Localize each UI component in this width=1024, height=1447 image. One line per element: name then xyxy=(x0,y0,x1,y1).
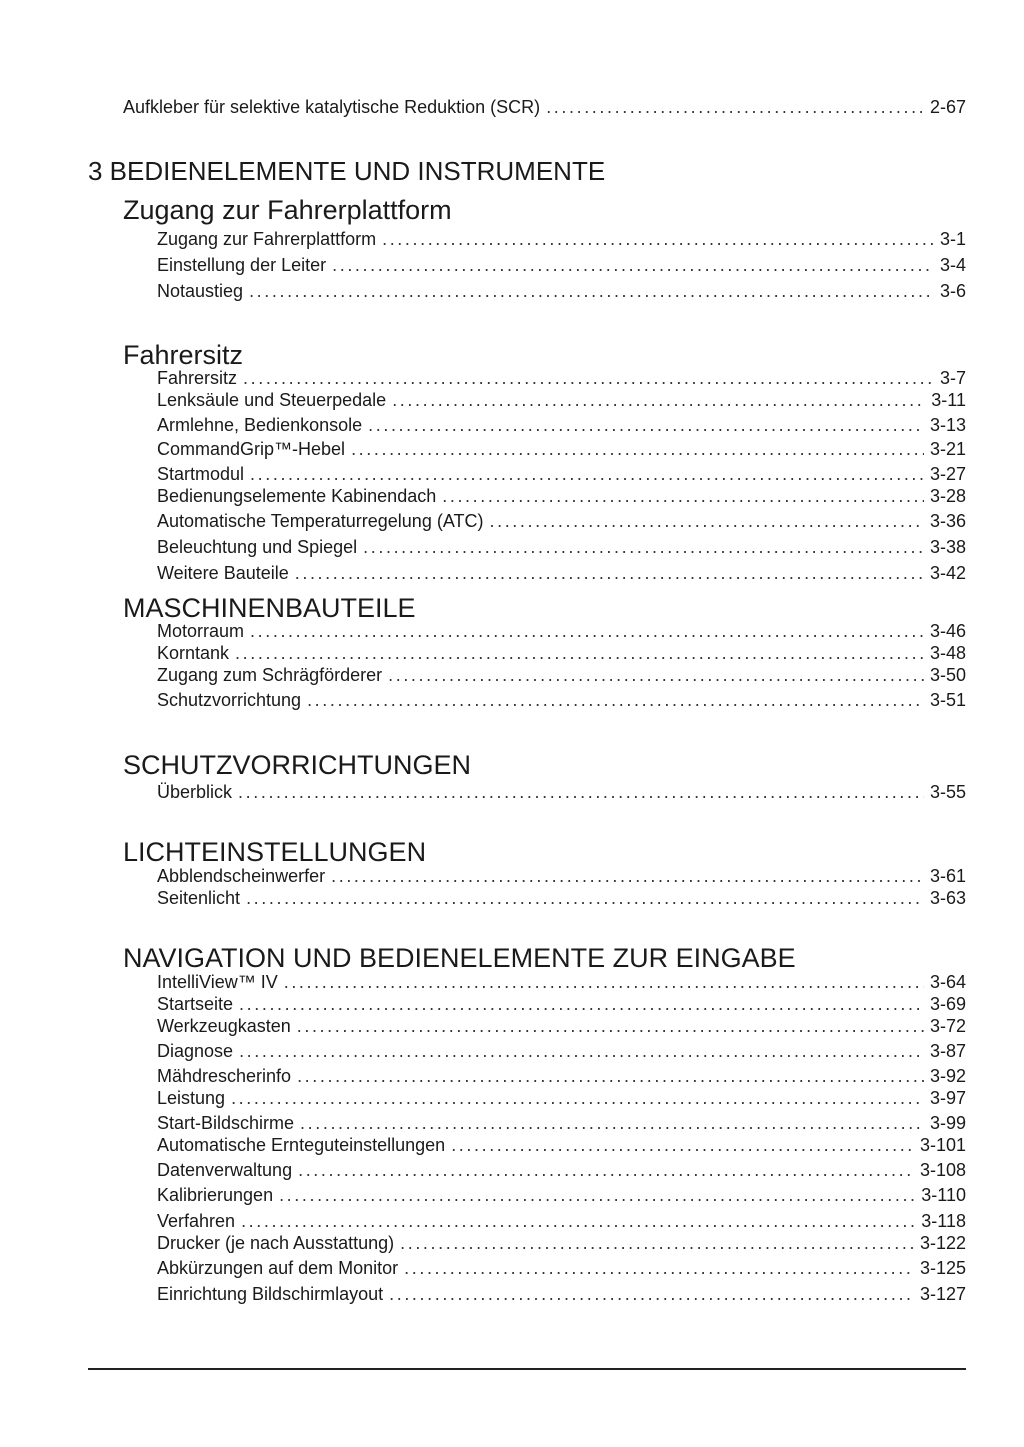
toc-entry-page: 3-51 xyxy=(929,690,966,710)
toc-entry-text: Aufkleber für selektive katalytische Reduktion (SCR) xyxy=(123,97,541,117)
leader-dots xyxy=(382,228,934,250)
toc-entry[interactable] xyxy=(157,620,966,642)
toc-entry-text: Automatische Ernteguteinstellungen xyxy=(157,1135,446,1155)
leader-dots xyxy=(300,1112,924,1134)
toc-entry-text: Notaustieg xyxy=(157,281,244,301)
leader-dots xyxy=(400,1232,914,1254)
toc-entry[interactable] xyxy=(157,971,966,993)
toc-entry[interactable] xyxy=(157,781,966,803)
leader-dots xyxy=(284,971,924,993)
leader-dots xyxy=(238,781,924,803)
leader-dots xyxy=(368,414,924,436)
toc-entry-text: Beleuchtung und Spiegel xyxy=(157,537,358,557)
toc-entry[interactable] xyxy=(157,463,966,485)
section-heading: SCHUTZVORRICHTUNGEN xyxy=(123,750,471,780)
section-heading: MASCHINENBAUTEILE xyxy=(123,593,416,623)
toc-entry-text: Verfahren xyxy=(157,1211,236,1231)
toc-entry-page: 3-6 xyxy=(939,281,966,301)
leader-dots xyxy=(239,1040,924,1062)
toc-entry-text: Lenksäule und Steuerpedale xyxy=(157,390,387,410)
toc-entry[interactable] xyxy=(157,664,966,686)
leader-dots xyxy=(442,485,924,507)
toc-entry[interactable] xyxy=(123,96,966,118)
toc-entry-text: CommandGrip™-Hebel xyxy=(157,439,346,459)
leader-dots xyxy=(235,642,924,664)
toc-entry-text: Automatische Temperaturregelung (ATC) xyxy=(157,511,484,531)
toc-entry[interactable] xyxy=(157,438,966,460)
toc-entry[interactable] xyxy=(157,1065,966,1087)
toc-entry-page: 3-63 xyxy=(929,888,966,908)
toc-entry-text: Start-Bildschirme xyxy=(157,1113,295,1133)
toc-entry-text: Einstellung der Leiter xyxy=(157,255,327,275)
toc-entry-page: 3-69 xyxy=(929,994,966,1014)
leader-dots xyxy=(239,993,924,1015)
toc-entry-text: Armlehne, Bedienkonsole xyxy=(157,415,363,435)
toc-entry-page: 3-127 xyxy=(919,1284,966,1304)
toc-entry-page: 3-50 xyxy=(929,665,966,685)
toc-entry-page: 3-36 xyxy=(929,511,966,531)
toc-entry-page: 3-92 xyxy=(929,1066,966,1086)
toc-entry-page: 3-27 xyxy=(929,464,966,484)
leader-dots xyxy=(489,510,923,532)
toc-entry[interactable] xyxy=(157,389,966,411)
leader-dots xyxy=(241,1210,915,1232)
toc-entry-text: Werkzeugkasten xyxy=(157,1016,291,1036)
toc-entry[interactable] xyxy=(157,280,966,302)
toc-entry-text: Datenverwaltung xyxy=(157,1160,293,1180)
section-heading: LICHTEINSTELLUNGEN xyxy=(123,837,427,867)
toc-entry[interactable] xyxy=(157,1257,966,1279)
leader-dots xyxy=(249,280,934,302)
toc-entry-page: 2-67 xyxy=(929,97,966,117)
toc-entry-page: 3-55 xyxy=(929,782,966,802)
toc-entry-page: 3-4 xyxy=(939,255,966,275)
leader-dots xyxy=(250,620,924,642)
toc-entry-page: 3-97 xyxy=(929,1088,966,1108)
toc-entry[interactable] xyxy=(157,1040,966,1062)
toc-entry-page: 3-110 xyxy=(921,1185,966,1205)
leader-dots xyxy=(243,367,934,389)
toc-entry-text: Startmodul xyxy=(157,464,245,484)
toc-entry-page: 3-118 xyxy=(921,1211,966,1231)
toc-entry-text: Diagnose xyxy=(157,1041,234,1061)
toc-entry-text: Weitere Bauteile xyxy=(157,563,289,583)
leader-dots xyxy=(297,1015,924,1037)
toc-entry-text: Zugang zum Schrägförderer xyxy=(157,665,383,685)
toc-entry[interactable] xyxy=(157,1087,966,1109)
toc-entry[interactable] xyxy=(157,1112,966,1134)
toc-entry-text: Seitenlicht xyxy=(157,888,241,908)
leader-dots xyxy=(295,562,924,584)
toc-entry[interactable] xyxy=(157,642,966,664)
footer-rule xyxy=(88,1368,966,1370)
toc-entry[interactable] xyxy=(157,254,966,276)
toc-entry-page: 3-7 xyxy=(939,368,966,388)
leader-dots xyxy=(363,536,924,558)
leader-dots xyxy=(389,1283,914,1305)
toc-entry[interactable] xyxy=(157,1184,966,1206)
toc-entry[interactable] xyxy=(157,689,966,711)
toc-entry-page: 3-64 xyxy=(929,972,966,992)
leader-dots xyxy=(279,1184,915,1206)
toc-entry-page: 3-61 xyxy=(929,866,966,886)
toc-entry[interactable] xyxy=(157,887,966,909)
toc-entry-text: Korntank xyxy=(157,643,230,663)
leader-dots xyxy=(231,1087,924,1109)
leader-dots xyxy=(332,254,934,276)
toc-entry-text: Zugang zur Fahrerplattform xyxy=(157,229,377,249)
section-heading: Fahrersitz xyxy=(123,340,244,370)
toc-entry-text: Leistung xyxy=(157,1088,226,1108)
toc-entry-page: 3-87 xyxy=(929,1041,966,1061)
toc-entry-text: Einrichtung Bildschirmlayout xyxy=(157,1284,384,1304)
toc-entry[interactable] xyxy=(157,1015,966,1037)
toc-entry-text: Abblendscheinwerfer xyxy=(157,866,326,886)
toc-entry[interactable] xyxy=(157,414,966,436)
toc-entry-page: 3-46 xyxy=(929,621,966,641)
toc-entry[interactable] xyxy=(157,536,966,558)
toc-entry[interactable] xyxy=(157,993,966,1015)
toc-entry-text: Motorraum xyxy=(157,621,245,641)
toc-entry[interactable] xyxy=(157,367,966,389)
toc-entry-page: 3-101 xyxy=(919,1135,966,1155)
section-heading: NAVIGATION UND BEDIENELEMENTE ZUR EINGABE xyxy=(123,943,796,973)
section-heading: Zugang zur Fahrerplattform xyxy=(123,195,452,225)
toc-entry[interactable] xyxy=(157,1232,966,1254)
toc-entry-page: 3-122 xyxy=(919,1233,966,1253)
leader-dots xyxy=(351,438,924,460)
leader-dots xyxy=(546,96,924,118)
leader-dots xyxy=(451,1134,914,1156)
toc-entry-text: Mähdrescherinfo xyxy=(157,1066,292,1086)
toc-entry-page: 3-72 xyxy=(929,1016,966,1036)
leader-dots xyxy=(246,887,924,909)
leader-dots xyxy=(307,689,924,711)
leader-dots xyxy=(331,865,924,887)
toc-entry-page: 3-42 xyxy=(929,563,966,583)
toc-entry-text: Bedienungselemente Kabinendach xyxy=(157,486,437,506)
toc-entry[interactable] xyxy=(157,865,966,887)
leader-dots xyxy=(392,389,925,411)
toc-entry-text: Schutzvorrichtung xyxy=(157,690,302,710)
toc-entry-page: 3-38 xyxy=(929,537,966,557)
toc-entry-page: 3-125 xyxy=(919,1258,966,1278)
leader-dots xyxy=(298,1159,914,1181)
leader-dots xyxy=(250,463,924,485)
toc-entry-text: Überblick xyxy=(157,782,233,802)
leader-dots xyxy=(297,1065,924,1087)
toc-entry[interactable] xyxy=(157,485,966,507)
toc-entry-page: 3-99 xyxy=(929,1113,966,1133)
toc-entry[interactable] xyxy=(157,510,966,532)
toc-entry[interactable] xyxy=(157,562,966,584)
toc-entry[interactable] xyxy=(157,1210,966,1232)
toc-entry-page: 3-1 xyxy=(939,229,966,249)
toc-entry[interactable] xyxy=(157,228,966,250)
toc-entry-text: Drucker (je nach Ausstattung) xyxy=(157,1233,395,1253)
toc-entry-page: 3-108 xyxy=(919,1160,966,1180)
toc-entry-text: Kalibrierungen xyxy=(157,1185,274,1205)
toc-entry[interactable] xyxy=(157,1159,966,1181)
leader-dots xyxy=(404,1257,914,1279)
leader-dots xyxy=(388,664,924,686)
toc-entry-page: 3-28 xyxy=(929,486,966,506)
toc-entry-text: Fahrersitz xyxy=(157,368,238,388)
toc-entry-text: IntelliView™ IV xyxy=(157,972,278,992)
toc-entry-page: 3-13 xyxy=(929,415,966,435)
toc-entry-page: 3-11 xyxy=(931,390,966,410)
toc-entry-text: Abkürzungen auf dem Monitor xyxy=(157,1258,399,1278)
toc-entry-page: 3-21 xyxy=(929,439,966,459)
chapter-heading: 3 BEDIENELEMENTE UND INSTRUMENTE xyxy=(88,156,606,186)
toc-entry[interactable] xyxy=(157,1283,966,1305)
toc-entry-page: 3-48 xyxy=(929,643,966,663)
toc-entry-text: Startseite xyxy=(157,994,234,1014)
toc-entry[interactable] xyxy=(157,1134,966,1156)
